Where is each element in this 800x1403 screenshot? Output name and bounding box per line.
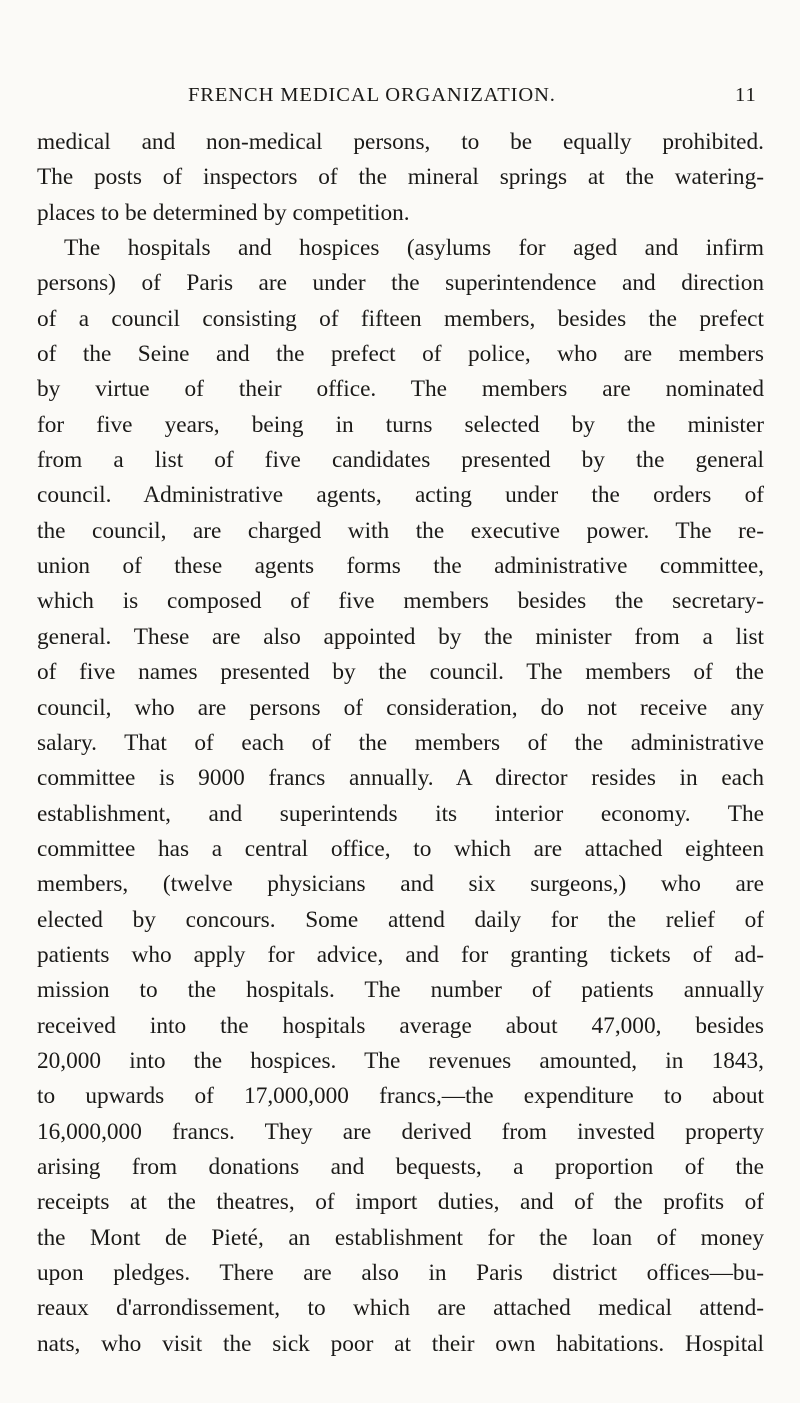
text-line: persons) of Paris are under the superintendence and direction — [37, 270, 764, 297]
text-line: establishment, and superintends its interior economy. The — [37, 800, 764, 827]
text-line: council, who are persons of consideration, do not receive any — [37, 694, 764, 721]
text-line: places to be determined by competition. — [37, 199, 410, 226]
text-line: elected by concours. Some attend daily for the relief of — [37, 906, 764, 933]
text-line: arising from donations and bequests, a proportion of the — [37, 1153, 764, 1180]
text-line: receipts at the theatres, of import duties, and of the profits of — [37, 1189, 764, 1216]
text-line: by virtue of their office. The members are nominated — [37, 376, 764, 403]
text-line: of five names presented by the council. The members of the — [37, 659, 764, 686]
text-line: reaux d'arrondissement, to which are attached medical attend- — [37, 1295, 764, 1322]
text-line: salary. That of each of the members of the administrative — [37, 729, 764, 756]
text-line: the Mont de Pieté, an establishment for the loan of money — [37, 1224, 764, 1251]
text-line: the council, are charged with the executive power. The re- — [37, 517, 764, 544]
text-line: committee is 9000 francs annually. A director resides in each — [37, 765, 764, 792]
text-line: mission to the hospitals. The number of patients annually — [37, 977, 764, 1004]
text-line: committee has a central office, to which are attached eighteen — [37, 835, 764, 862]
text-line: patients who apply for advice, and for granting tickets of ad- — [37, 941, 764, 968]
text-line: from a list of five candidates presented by the general — [37, 447, 764, 474]
text-line: of the Seine and the prefect of police, who are members — [37, 341, 764, 368]
text-line: 20,000 into the hospices. The revenues amounted, in 1843, — [37, 1047, 764, 1074]
running-title: FRENCH MEDICAL ORGANIZATION. — [188, 84, 556, 106]
text-line: nats, who visit the sick poor at their own habitations. Hospital — [37, 1330, 764, 1357]
text-line: received into the hospitals average about 47,000, besides — [37, 1012, 764, 1039]
text-line: medical and non-medical persons, to be equally prohibited. — [37, 129, 764, 155]
text-line: union of these agents forms the administrative committee, — [37, 553, 764, 580]
text-line: The posts of inspectors of the mineral springs at the watering- — [37, 164, 764, 191]
body-text — [37, 125, 764, 1362]
text-line: 16,000,000 francs. They are derived from invested property — [37, 1118, 764, 1145]
text-line: to upwards of 17,000,000 francs,—the expenditure to about — [37, 1083, 764, 1110]
text-line: upon pledges. There are also in Paris district offices—bu- — [37, 1260, 764, 1286]
page-number: 11 — [735, 84, 757, 106]
running-header — [0, 80, 800, 114]
text-line: of a council consisting of fifteen members, besides the prefect — [37, 305, 764, 332]
paragraph-first-line: The hospitals and hospices (asylums for aged and infirm — [64, 235, 764, 262]
text-line: for five years, being in turns selected by the minister — [37, 411, 764, 438]
text-line: council. Administrative agents, acting under the orders of — [37, 482, 764, 509]
text-line: which is composed of five members besides the secretary- — [37, 588, 764, 615]
text-line: members, (twelve physicians and six surgeons,) who are — [37, 871, 764, 898]
text-line: general. These are also appointed by the minister from a list — [37, 623, 764, 650]
